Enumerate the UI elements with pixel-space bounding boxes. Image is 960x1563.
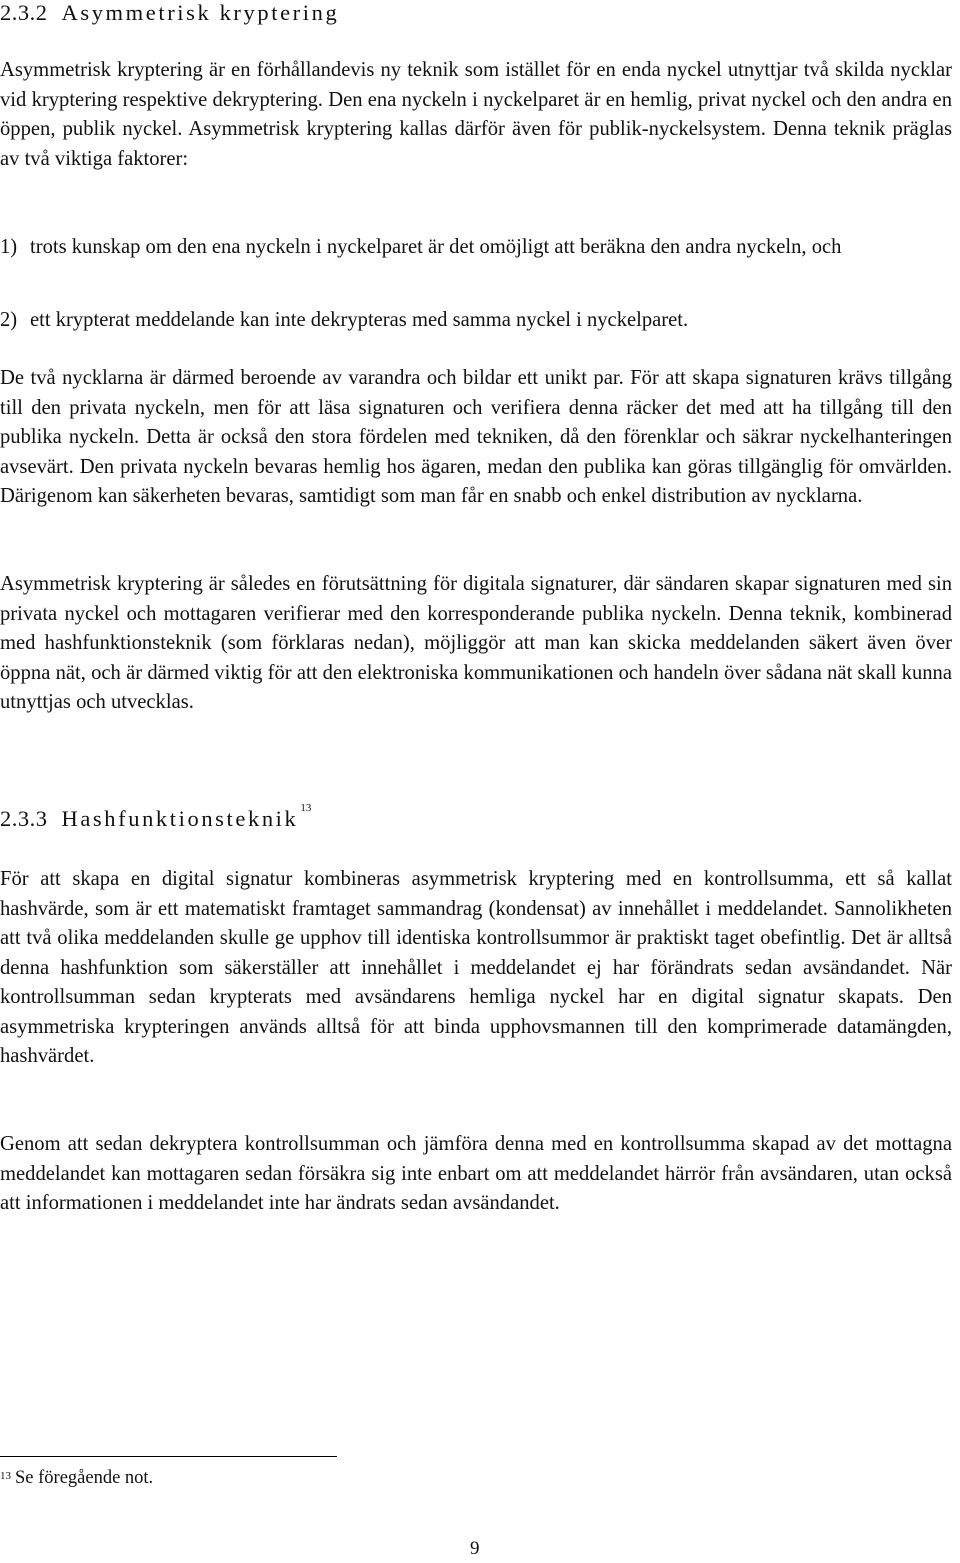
footnote-separator xyxy=(0,1456,337,1457)
paragraph-digital-signatures: Asymmetrisk kryptering är således en förutsättning för digitala signaturer, där sändaren skapar signaturen med sin privata nyckel och mottagaren verifierar med den korresponderande publika nyckeln. Denna teknik, kombinerad med hashfunktionsteknik (som förklaras nedan), möjliggör att man kan skicka meddelanden säkert även över öppna nät, och är därmed viktig för att den elektroniska kommunikationen och handeln över sådana nät skall kunna utnyttjas och utvecklas. xyxy=(0,573,952,713)
footnote-number: 13 xyxy=(0,1470,11,1482)
section-title: Asymmetrisk kryptering xyxy=(61,0,340,25)
footnote-reference: 13 xyxy=(300,802,312,814)
section-number: 2.3.2 xyxy=(0,0,48,25)
paragraph-verification: Genom att sedan dekryptera kontrollsumman och jämföra denna med en kontrollsumma skapad av det mottagna meddelandet kan mottagaren sedan försäkra sig inte enbart om att meddelandet härrör från avsändaren, utan också att informationen i meddelandet inte har ändrats sedan avsändandet. xyxy=(0,1133,952,1214)
section-number: 2.3.3 xyxy=(0,806,48,831)
section-heading-2-3-3 xyxy=(0,802,312,832)
paragraph-unique-pair: De två nycklarna är därmed beroende av varandra och bildar ett unikt par. För att skapa signaturen krävs tillgång till den privata nyckeln, men för att läsa signaturen och verifiera denna räcker det med att ha tillgång till den publika nyckeln. Detta är också den stora fördelen med tekniken, då den förenklar och säkrar nyckelhanteringen avsevärt. Den privata nyckeln bevaras hemlig hos ägaren, medan den publika kan göras tillgänglig för omvärlden. Därigenom kan säkerheten bevaras, samtidigt som man får en snabb och enkel distribution av nycklarna. xyxy=(0,367,952,507)
page-number: 9 xyxy=(470,1538,480,1559)
paragraph-hash-checksum: För att skapa en digital signatur kombineras asymmetrisk kryptering med en kontrollsumma, ett så kallat hashvärde, som är ett matematiskt framtaget sammandrag (kondensat) av innehållet i meddelandet. Sannolikheten att två olika meddelanden skulle ge upphov till identiska kontrollsummor är praktiskt taget obefintlig. Det är alltså denna hashfunktion som säkerställer att innehållet i meddelandet ej har förändrats sedan avsändandet. När kontrollsumman sedan krypterats med avsändarens hemliga nyckel har en digital signatur skapats. Den asymmetriska krypteringen används alltså för att binda upphovsmannen till den komprimerade datamängden, hashvärdet. xyxy=(0,868,952,1067)
list-marker: 1) xyxy=(0,236,18,258)
section-title: Hashfunktionsteknik xyxy=(61,806,299,831)
list-item-text: ett krypterat meddelande kan inte dekrypteras med samma nyckel i nyckelparet. xyxy=(30,309,689,331)
footnote-text: Se föregående not. xyxy=(15,1468,154,1488)
list-item-factor-1 xyxy=(0,233,940,263)
list-marker: 2) xyxy=(0,309,18,331)
section-heading-2-3-2 xyxy=(0,0,339,26)
list-item-factor-2 xyxy=(0,306,940,336)
list-item-text: trots kunskap om den ena nyckeln i nyckelparet är det omöjligt att beräkna den andra nyckeln, och xyxy=(30,236,842,258)
footnote xyxy=(0,1466,153,1490)
paragraph-intro: Asymmetrisk kryptering är en förhållandevis ny teknik som istället för en enda nyckel utnyttjar två skilda nycklar vid kryptering respektive dekryptering. Den ena nyckeln i nyckelparet är en hemlig, privat nyckel och den andra en öppen, publik nyckel. Asymmetrisk kryptering kallas därför även för publik-nyckelsystem. Denna teknik präglas av två viktiga faktorer: xyxy=(0,59,952,170)
